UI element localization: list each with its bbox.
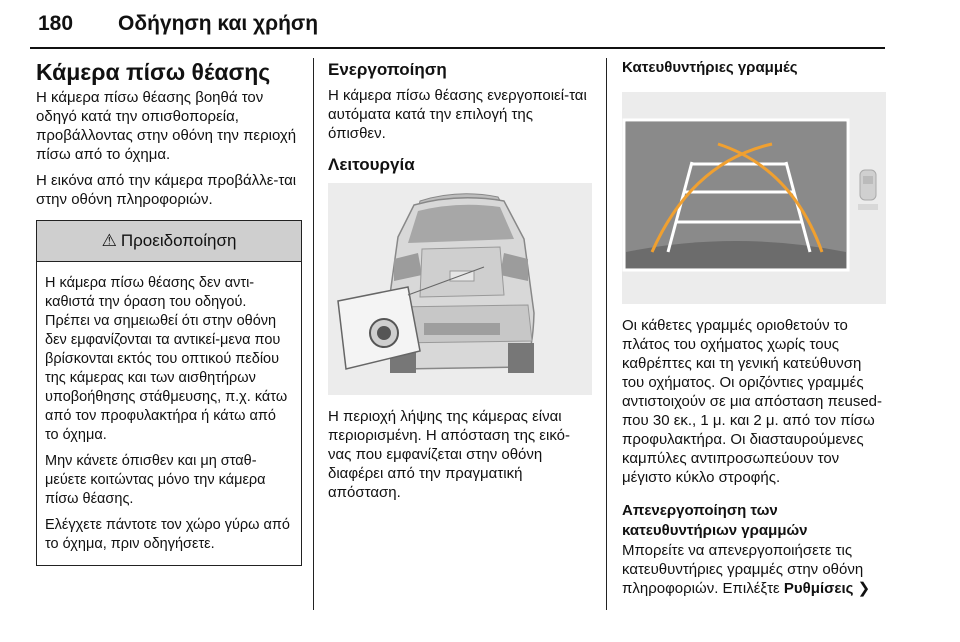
warning-box — [36, 220, 302, 566]
display-paragraph: Η εικόνα από την κάμερα προβάλλε-ται στην οθόνη πληροφοριών. — [36, 172, 297, 208]
deactivate-text: Μπορείτε να απενεργοποιήσετε τις κατευθυντήριες γραμμές στην οθόνη πληροφοριών. Επιλέξτε — [622, 542, 864, 597]
warning-triangle-icon: ⚠ — [101, 231, 117, 250]
settings-label: Ρυθμίσεις — [783, 580, 854, 597]
column-1 — [36, 58, 302, 566]
section-title: Κάμερα πίσω θέασης — [36, 59, 271, 85]
column-3 — [622, 58, 886, 605]
column-2 — [328, 58, 592, 509]
warning-header — [37, 221, 301, 262]
rear-camera-illustration — [328, 183, 592, 395]
warning-paragraph-3: Ελέγχετε πάντοτε τον χώρο γύρω από το όχημα, πριν οδηγήσετε. — [45, 517, 290, 552]
intro-paragraph: Η κάμερα πίσω θέασης βοηθά τον οδηγό κατά την οπισθοπορεία, προβάλλοντας στην οθόνη την περιοχή πίσω από το όχημα. — [36, 89, 297, 163]
deactivate-title: Απενεργοποίηση των κατευθυντήριων γραμμών — [622, 502, 808, 539]
warning-title: Προειδοποίηση — [120, 231, 237, 250]
page-header — [30, 10, 930, 40]
warning-paragraph-2: Μην κάνετε όπισθεν και μη σταθ-μεύετε κοιτώντας μόνο την κάμερα πίσω θέασης. — [45, 453, 266, 507]
guidelines-paragraph: Οι κάθετες γραμμές οριοθετούν το πλάτος του οχήματος χωρίς τους καθρέπτες και τη γενική κατεύθυνση του οχήματος. Οι οριζόντιες γραμμές αντιστοιχούν σε μια απόσταση πεused-που 30 εκ., 1 μ. και 2 μ. από τον πίσω προφυλακτήρα. Οι διασταυρούμενες καμπύλες αντιπροσωπεύουν τον μέγιστο κύκλο στροφής. — [622, 317, 883, 486]
warning-body — [37, 262, 301, 565]
activation-paragraph: Η κάμερα πίσω θέασης ενεργοποιεί-ται αυτόματα κατά την επιλογή της όπισθεν. — [328, 87, 587, 142]
arrow-right-icon: ❯ — [857, 580, 871, 597]
guidelines-title: Κατευθυντήριες γραμμές — [622, 59, 798, 76]
function-title: Λειτουργία — [328, 155, 415, 174]
deactivate-paragraph — [622, 541, 886, 598]
warning-paragraph-1: Η κάμερα πίσω θέασης δεν αντι-καθιστά την όραση του οδηγού. Πρέπει να σημειωθεί ότι στην οθόνη δεν εμφανίζονται τα αντικεί-μενα που βρίσκονται εκτός του οπτικού πεδίου της κάμερας και των αισθητήρων υποβοήθησης στάθμευσης, π.χ. κάτω από τον προφυλακτήρα ή κάτω από το όχημα. — [45, 275, 288, 443]
chapter-title: Οδήγηση και χρήση — [118, 12, 319, 35]
column-divider-2 — [606, 58, 607, 610]
header-divider — [30, 47, 885, 49]
column-divider-1 — [313, 58, 314, 610]
activation-title: Ενεργοποίηση — [328, 60, 447, 79]
rear-car-image — [328, 183, 592, 395]
camera-screen-illustration — [622, 92, 886, 304]
page-number: 180 — [38, 12, 74, 35]
function-paragraph: Η περιοχή λήψης της κάμερας είναι περιορισμένη. Η απόσταση της εικό-νας που εμφανίζεται στην οθόνη διαφέρει από την πραγματική απόσταση. — [328, 408, 570, 501]
guidelines-screen-image — [622, 92, 886, 304]
